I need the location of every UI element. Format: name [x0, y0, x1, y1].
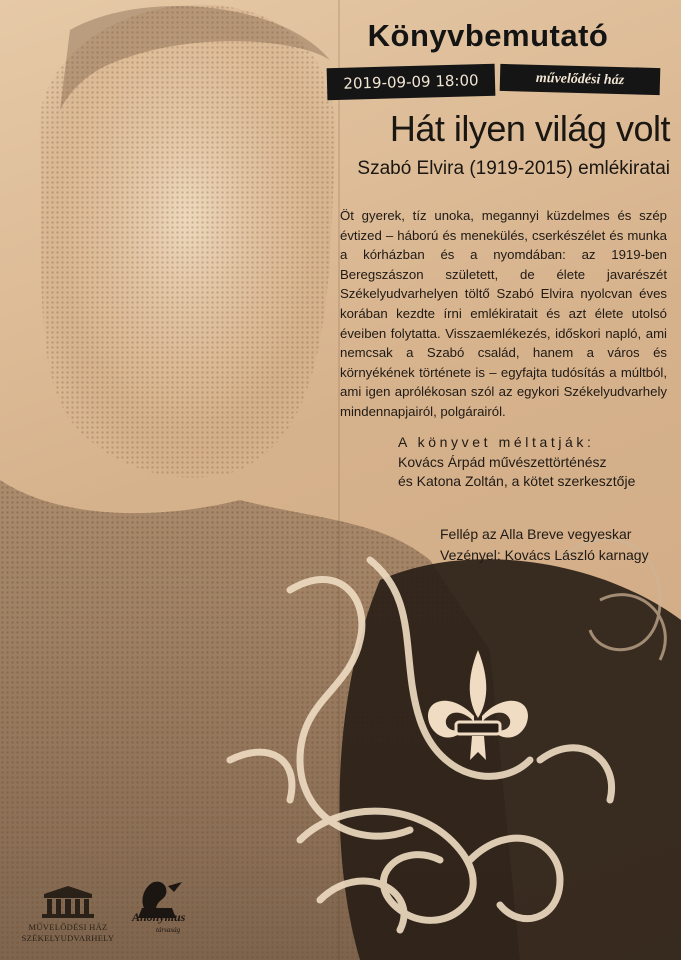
performer-line-1: Fellép az Alla Breve vegyeskar: [440, 526, 632, 542]
book-title: Hát ilyen világ volt: [389, 108, 670, 149]
reviewers-heading: A könyvet méltatják:: [398, 434, 595, 450]
anonymus-logo: [124, 878, 196, 940]
poster-title: Könyvbemutató: [367, 18, 609, 53]
building-icon: [40, 884, 96, 918]
performers-block: [440, 524, 670, 566]
date-badge: 2019-09-09 18:00: [327, 64, 496, 100]
performer-line-2: Vezényel: Kovács László karnagy: [440, 547, 649, 563]
reviewers-block: [398, 433, 667, 492]
anonymus-sub: társaság: [156, 926, 181, 934]
venue-badge: művelődési ház: [500, 64, 661, 95]
description-text: Öt gyerek, tíz unoka, megannyi küzdelmes és szép évtized – háború és menekülés, cserkészélet és munka a kórházban és a nyomdában: az 1919-ben Beregszászon született, de élete javarészét Székelyudvarhelyen töltő Szabó Elvira nyolcvan éves korában kezdte írni emlékiratait és azt élete utolsó éveiben folytatta. Visszaemlékezés, időskori napló, ami nemcsak a Szabó család, hanem a város és környékének története is – egyfajta tudósítás a múltból, ami igen aprólékosan szól az egykori Székelyudvarhely mindennapjairól, polgárairól.: [340, 208, 667, 419]
logo-label-line-1: MŰVELŐDÉSI HÁZ: [28, 922, 108, 932]
logo-label-line-2: SZÉKELYUDVARHELY: [21, 933, 115, 943]
anonymus-name: Anonymus: [132, 910, 186, 924]
muvelodesi-haz-logo: [18, 884, 118, 954]
fleur-de-lis-icon: [428, 650, 528, 760]
reviewer-line-2: és Katona Zoltán, a kötet szerkesztője: [398, 473, 636, 490]
book-subtitle: Szabó Elvira (1919-2015) emlékiratai: [357, 158, 670, 179]
reviewer-line-1: Kovács Árpád művészettörténész: [398, 453, 607, 470]
